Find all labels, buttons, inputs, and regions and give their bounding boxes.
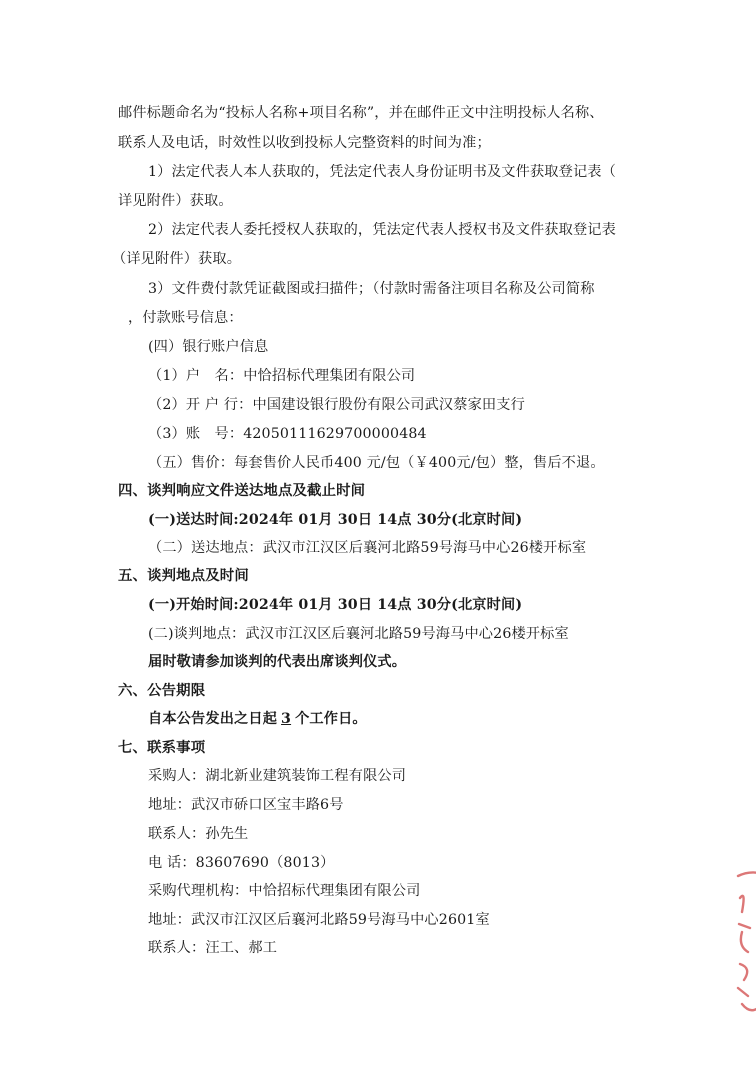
price-line: （五）售价：每套售价人民币400 元/包（￥400元/包）整，售后不退。 xyxy=(148,455,605,471)
paragraph-line: 3）文件费付款凭证截图或扫描件；（付款时需备注项目名称及公司简称 xyxy=(148,281,595,297)
bank-account-number: （3）账 号：42050111629700000484 xyxy=(148,426,427,442)
section-subheading: (四）银行账户信息 xyxy=(148,339,269,355)
red-seal-stamp-edge xyxy=(736,868,756,1018)
delivery-time: (一)送达时间:2024年 01月 30日 14点 30分(北京时间) xyxy=(148,512,523,528)
delivery-location: （二）送达地点：武汉市江汉区后襄河北路59号海马中心26楼开标室 xyxy=(148,540,587,556)
start-time: (一)开始时间:2024年 01月 30日 14点 30分(北京时间) xyxy=(148,597,523,613)
purchaser-phone: 电 话：83607690（8013） xyxy=(148,855,335,871)
agency-address: 地址：武汉市江汉区后襄河北路59号海马中心2601室 xyxy=(148,912,490,928)
paragraph-line: 1）法定代表人本人获取的，凭法定代表人身份证明书及文件获取登记表（ xyxy=(148,164,616,180)
paragraph-line: 联系人及电话，时效性以收到投标人完整资料的时间为准； xyxy=(118,135,491,151)
notice-period-suffix: 个工作日。 xyxy=(295,711,367,727)
paragraph-line: （详见附件）获取。 xyxy=(112,251,242,267)
paragraph-line: 详见附件）获取。 xyxy=(118,193,233,209)
bank-account-name: （1）户 名：中恰招标代理集团有限公司 xyxy=(148,368,416,384)
bank-name: （2）开 户 行：中国建设银行股份有限公司武汉蔡家田支行 xyxy=(148,397,525,413)
section-heading-4: 四、谈判响应文件送达地点及截止时间 xyxy=(118,483,366,499)
stamp-stroke xyxy=(738,872,756,1010)
section-heading-6: 六、公告期限 xyxy=(118,683,206,699)
paragraph-line: 邮件标题命名为“投标人名称+项目名称”，并在邮件正文中注明投标人名称、 xyxy=(118,105,604,121)
section-heading-5: 五、谈判地点及时间 xyxy=(118,568,249,584)
purchaser-address: 地址：武汉市硚口区宝丰路6号 xyxy=(148,797,344,813)
notice-period xyxy=(148,710,367,728)
purchaser: 采购人：湖北新业建筑装饰工程有限公司 xyxy=(148,768,407,784)
paragraph-line: ，付款账号信息： xyxy=(128,310,243,326)
agency-contact: 联系人：汪工、郝工 xyxy=(148,940,278,956)
negotiation-location: (二)谈判地点：武汉市江汉区后襄河北路59号海马中心26楼开标室 xyxy=(148,626,569,642)
attendance-note: 届时敬请参加谈判的代表出席谈判仪式。 xyxy=(148,654,407,670)
notice-period-days: 3 xyxy=(281,711,292,727)
section-heading-7: 七、联系事项 xyxy=(118,740,206,756)
agency: 采购代理机构：中恰招标代理集团有限公司 xyxy=(148,883,421,899)
paragraph-line: 2）法定代表人委托授权人获取的，凭法定代表人授权书及文件获取登记表 xyxy=(148,222,616,238)
purchaser-contact: 联系人：孙先生 xyxy=(148,826,249,842)
notice-period-prefix: 自本公告发出之日起 xyxy=(148,711,278,727)
